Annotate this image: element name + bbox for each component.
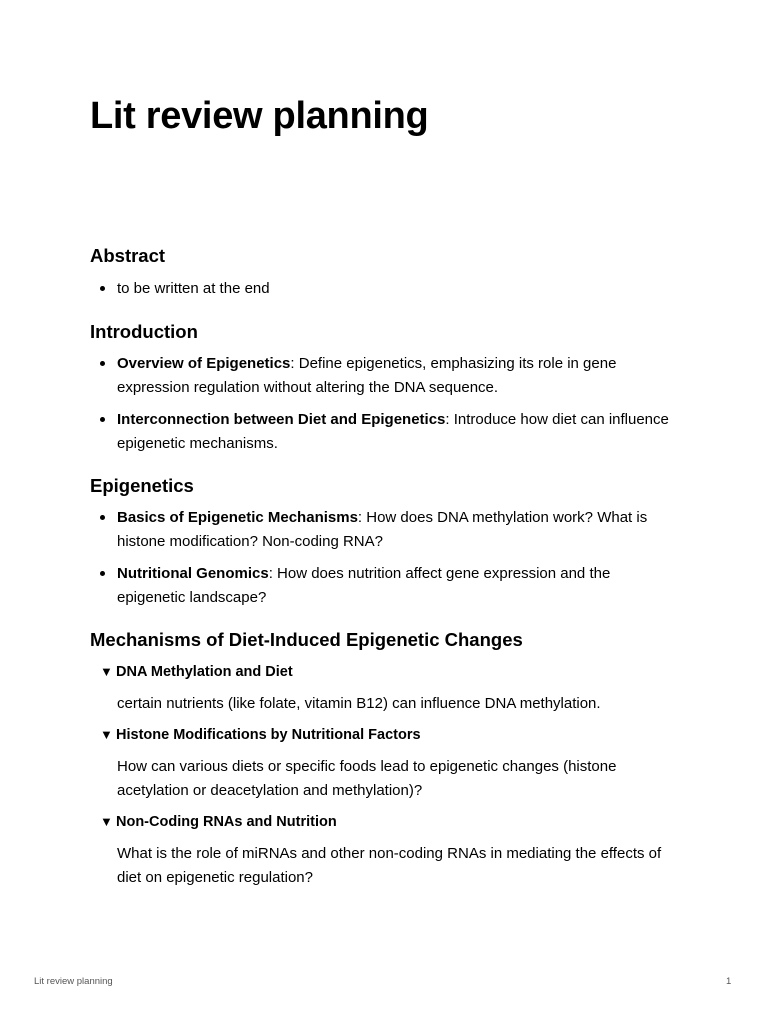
bullet-term: Overview of Epigenetics xyxy=(117,355,291,372)
bullet-term: Interconnection between Diet and Epigenetics xyxy=(117,411,446,428)
triangle-down-icon[interactable]: ▼ xyxy=(100,664,113,679)
toggle-content: certain nutrients (like folate, vitamin B12) can influence DNA methylation. xyxy=(117,695,601,712)
bullet-text: : Introduce how diet can influence epigenetic mechanisms. xyxy=(117,411,669,452)
toggle-content: What is the role of miRNAs and other non-coding RNAs in mediating the effects of diet on epigenetic regulation? xyxy=(117,845,662,886)
page-title: Lit review planning xyxy=(90,95,429,137)
list-item xyxy=(117,352,682,399)
heading-epigenetics: Epigenetics xyxy=(90,475,194,496)
list-item xyxy=(117,506,682,553)
list-item xyxy=(117,562,682,609)
page-number: 1 xyxy=(726,976,732,987)
heading-introduction: Introduction xyxy=(90,321,198,342)
toggle-content: How can various diets or specific foods lead to epigenetic changes (histone acetylation or deacetylation and methylation)? xyxy=(117,758,617,799)
bullet-text: : How does nutrition affect gene expression and the epigenetic landscape? xyxy=(117,565,611,606)
toggle-title[interactable]: Non-Coding RNAs and Nutrition xyxy=(116,814,337,830)
toggle-non-coding-rnas[interactable] xyxy=(100,811,337,833)
list-item: to be written at the end xyxy=(117,277,682,301)
triangle-down-icon[interactable]: ▼ xyxy=(100,727,113,742)
bullet-term: Basics of Epigenetic Mechanisms xyxy=(117,509,358,526)
toggle-title[interactable]: DNA Methylation and Diet xyxy=(116,664,293,680)
list-item xyxy=(117,408,682,455)
toggle-histone-modifications[interactable] xyxy=(100,724,421,746)
toggle-title[interactable]: Histone Modifications by Nutritional Factors xyxy=(116,727,421,743)
bullet-text: : Define epigenetics, emphasizing its role in gene expression regulation without altering the DNA sequence. xyxy=(117,355,617,396)
toggle-dna-methylation[interactable] xyxy=(100,661,293,683)
bullet-term: Nutritional Genomics xyxy=(117,565,269,582)
heading-mechanisms: Mechanisms of Diet-Induced Epigenetic Changes xyxy=(90,629,523,650)
footer-title: Lit review planning xyxy=(34,976,113,987)
triangle-down-icon[interactable]: ▼ xyxy=(100,814,113,829)
heading-abstract: Abstract xyxy=(90,245,166,266)
bullet-text: : How does DNA methylation work? What is histone modification? Non-coding RNA? xyxy=(117,509,648,550)
